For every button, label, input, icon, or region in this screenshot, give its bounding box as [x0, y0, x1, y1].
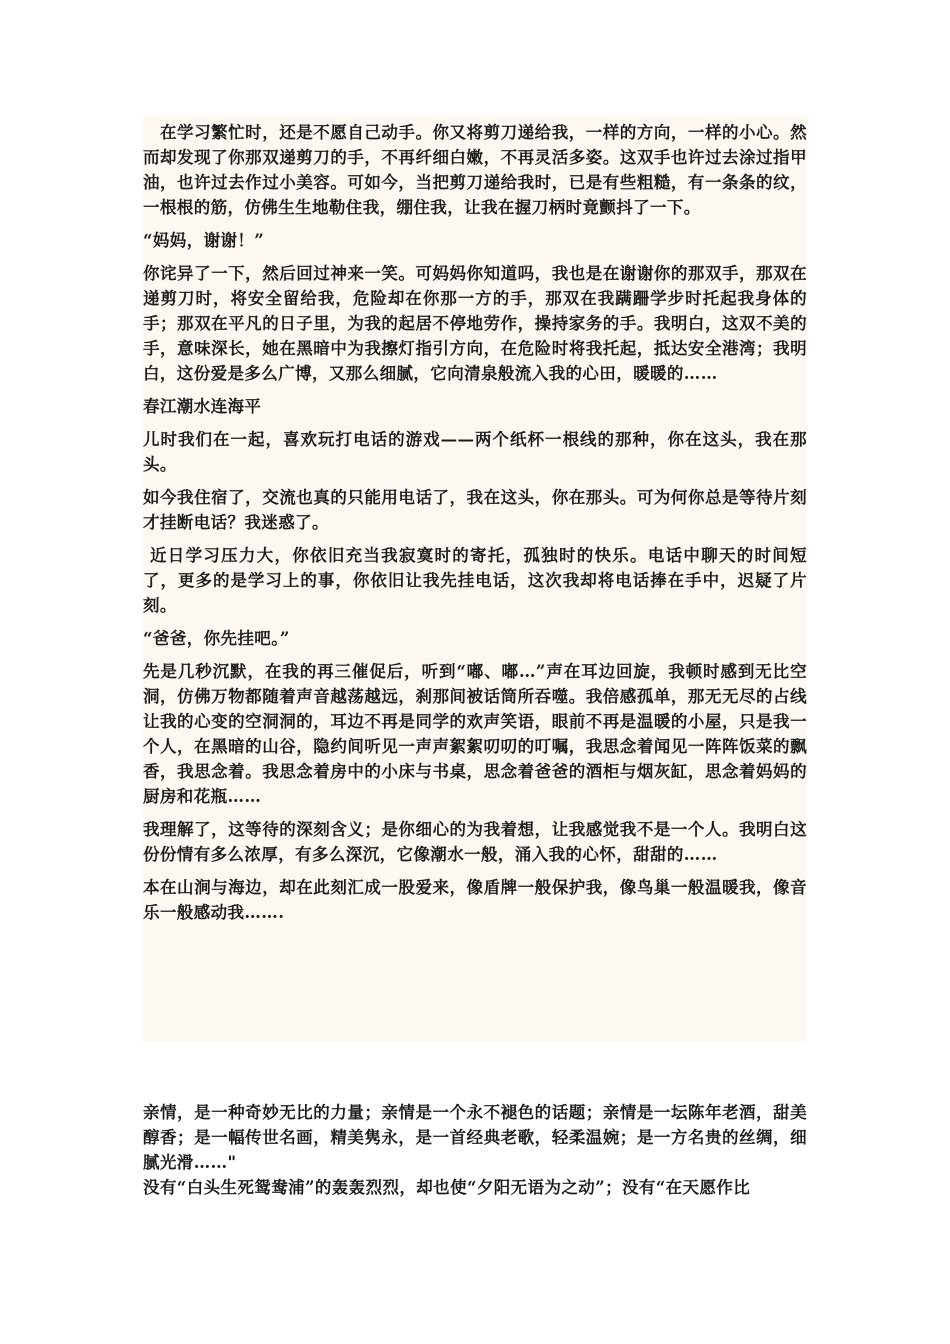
- shaded-text-block: [143, 116, 807, 1042]
- paragraph-study-pressure: 近日学习压力大，你依旧充当我寂寞时的寄托，孤独时的快乐。电话中聊天的时间短了，更多的是学习上的事，你依旧让我先挂电话，这次我却将电话捧在手中，迟疑了片刻。: [143, 546, 807, 615]
- paragraph-childhood-phone: 儿时我们在一起，喜欢玩打电话的游戏——两个纸杯一根线的那种，你在这头，我在那头。: [143, 430, 807, 474]
- paragraph-hands: 你诧异了一下，然后回过神来一笑。可妈妈你知道吗，我也是在谢谢你的那双手，那双在递剪刀时，将安全留给我，危险却在你那一方的手，那双在我蹒跚学步时托起我身体的手；那双在平凡的日子里，为我的起居不停地劳作，操持家务的手。我明白，这双不美的手，意味深长，她在黑暗中为我擦灯指引方向，在危险时将我托起，抵达安全港湾；我明白，这份爱是多么广博，又那么细腻，它向清泉般流入我的心田，暖暖的……: [143, 264, 807, 383]
- paragraph-thanks-mom: “妈妈，谢谢！”: [143, 231, 265, 250]
- paragraph-poem-lines: 没有“白头生死鸳鸯浦”的轰轰烈烈，却也使“夕阳无语为之动”；没有“在天愿作比: [143, 1178, 751, 1197]
- paragraph-boarding: 如今我住宿了，交流也真的只能用电话了，我在这头，你在那头。可为何你总是等待片刻才挂断电话？我迷惑了。: [143, 488, 807, 532]
- paragraph-dad-hang-up: “爸爸，你先挂吧。”: [143, 629, 290, 648]
- paragraph-understanding: 我理解了，这等待的深刻含义；是你细心的为我着想，让我感觉我不是一个人。我明白这份份情有多么浓厚，有多么深沉，它像潮水一般，涌入我的心怀，甜甜的……: [143, 820, 807, 864]
- paragraph-love: 本在山涧与海边，却在此刻汇成一股爱来，像盾牌一般保护我，像鸟巢一般温暖我，像音乐一般感动我…….: [143, 878, 807, 922]
- paragraph-silence: 先是几秒沉默，在我的再三催促后，听到“嘟、嘟…”声在耳边回旋，我顿时感到无比空洞，仿佛万物都随着声音越荡越远，刹那间被话筒所吞噬。我倍感孤单，那无无尽的占线让我的心变的空洞洞的，耳边不再是同学的欢声笑语，眼前不再是温暖的小屋，只是我一个人，在黑暗的山谷，隐约间听见一声声絮絮叨叨的叮嘱，我思念着闻见一阵阵饭菜的飘香，我思念着。我思念着房中的小床与书桌，思念着爸爸的酒柜与烟灰缸，思念着妈妈的厨房和花瓶……: [143, 662, 807, 806]
- paragraph-scissors: 在学习繁忙时，还是不愿自己动手。你又将剪刀递给我，一样的方向，一样的小心。然而却发现了你那双递剪刀的手，不再纤细白嫩，不再灵活多姿。这双手也许过去涂过指甲油，也许过去作过小美容。可如今，当把剪刀递给我时，已是有些粗糙，有一条条的纹，一根根的筋，仿佛生生地勒住我，绷住我，让我在握刀柄时竟颤抖了一下。: [143, 123, 807, 217]
- lower-text-block: [143, 1100, 807, 1200]
- paragraph-family-love: 亲情，是一种奇妙无比的力量；亲情是一个永不褪色的话题；亲情是一坛陈年老酒，甜美醇香；是一幅传世名画，精美隽永，是一首经典老歌，轻柔温婉；是一方名贵的丝绸，细腻光滑……": [143, 1103, 807, 1172]
- section-heading: 春江潮水连海平: [143, 397, 262, 416]
